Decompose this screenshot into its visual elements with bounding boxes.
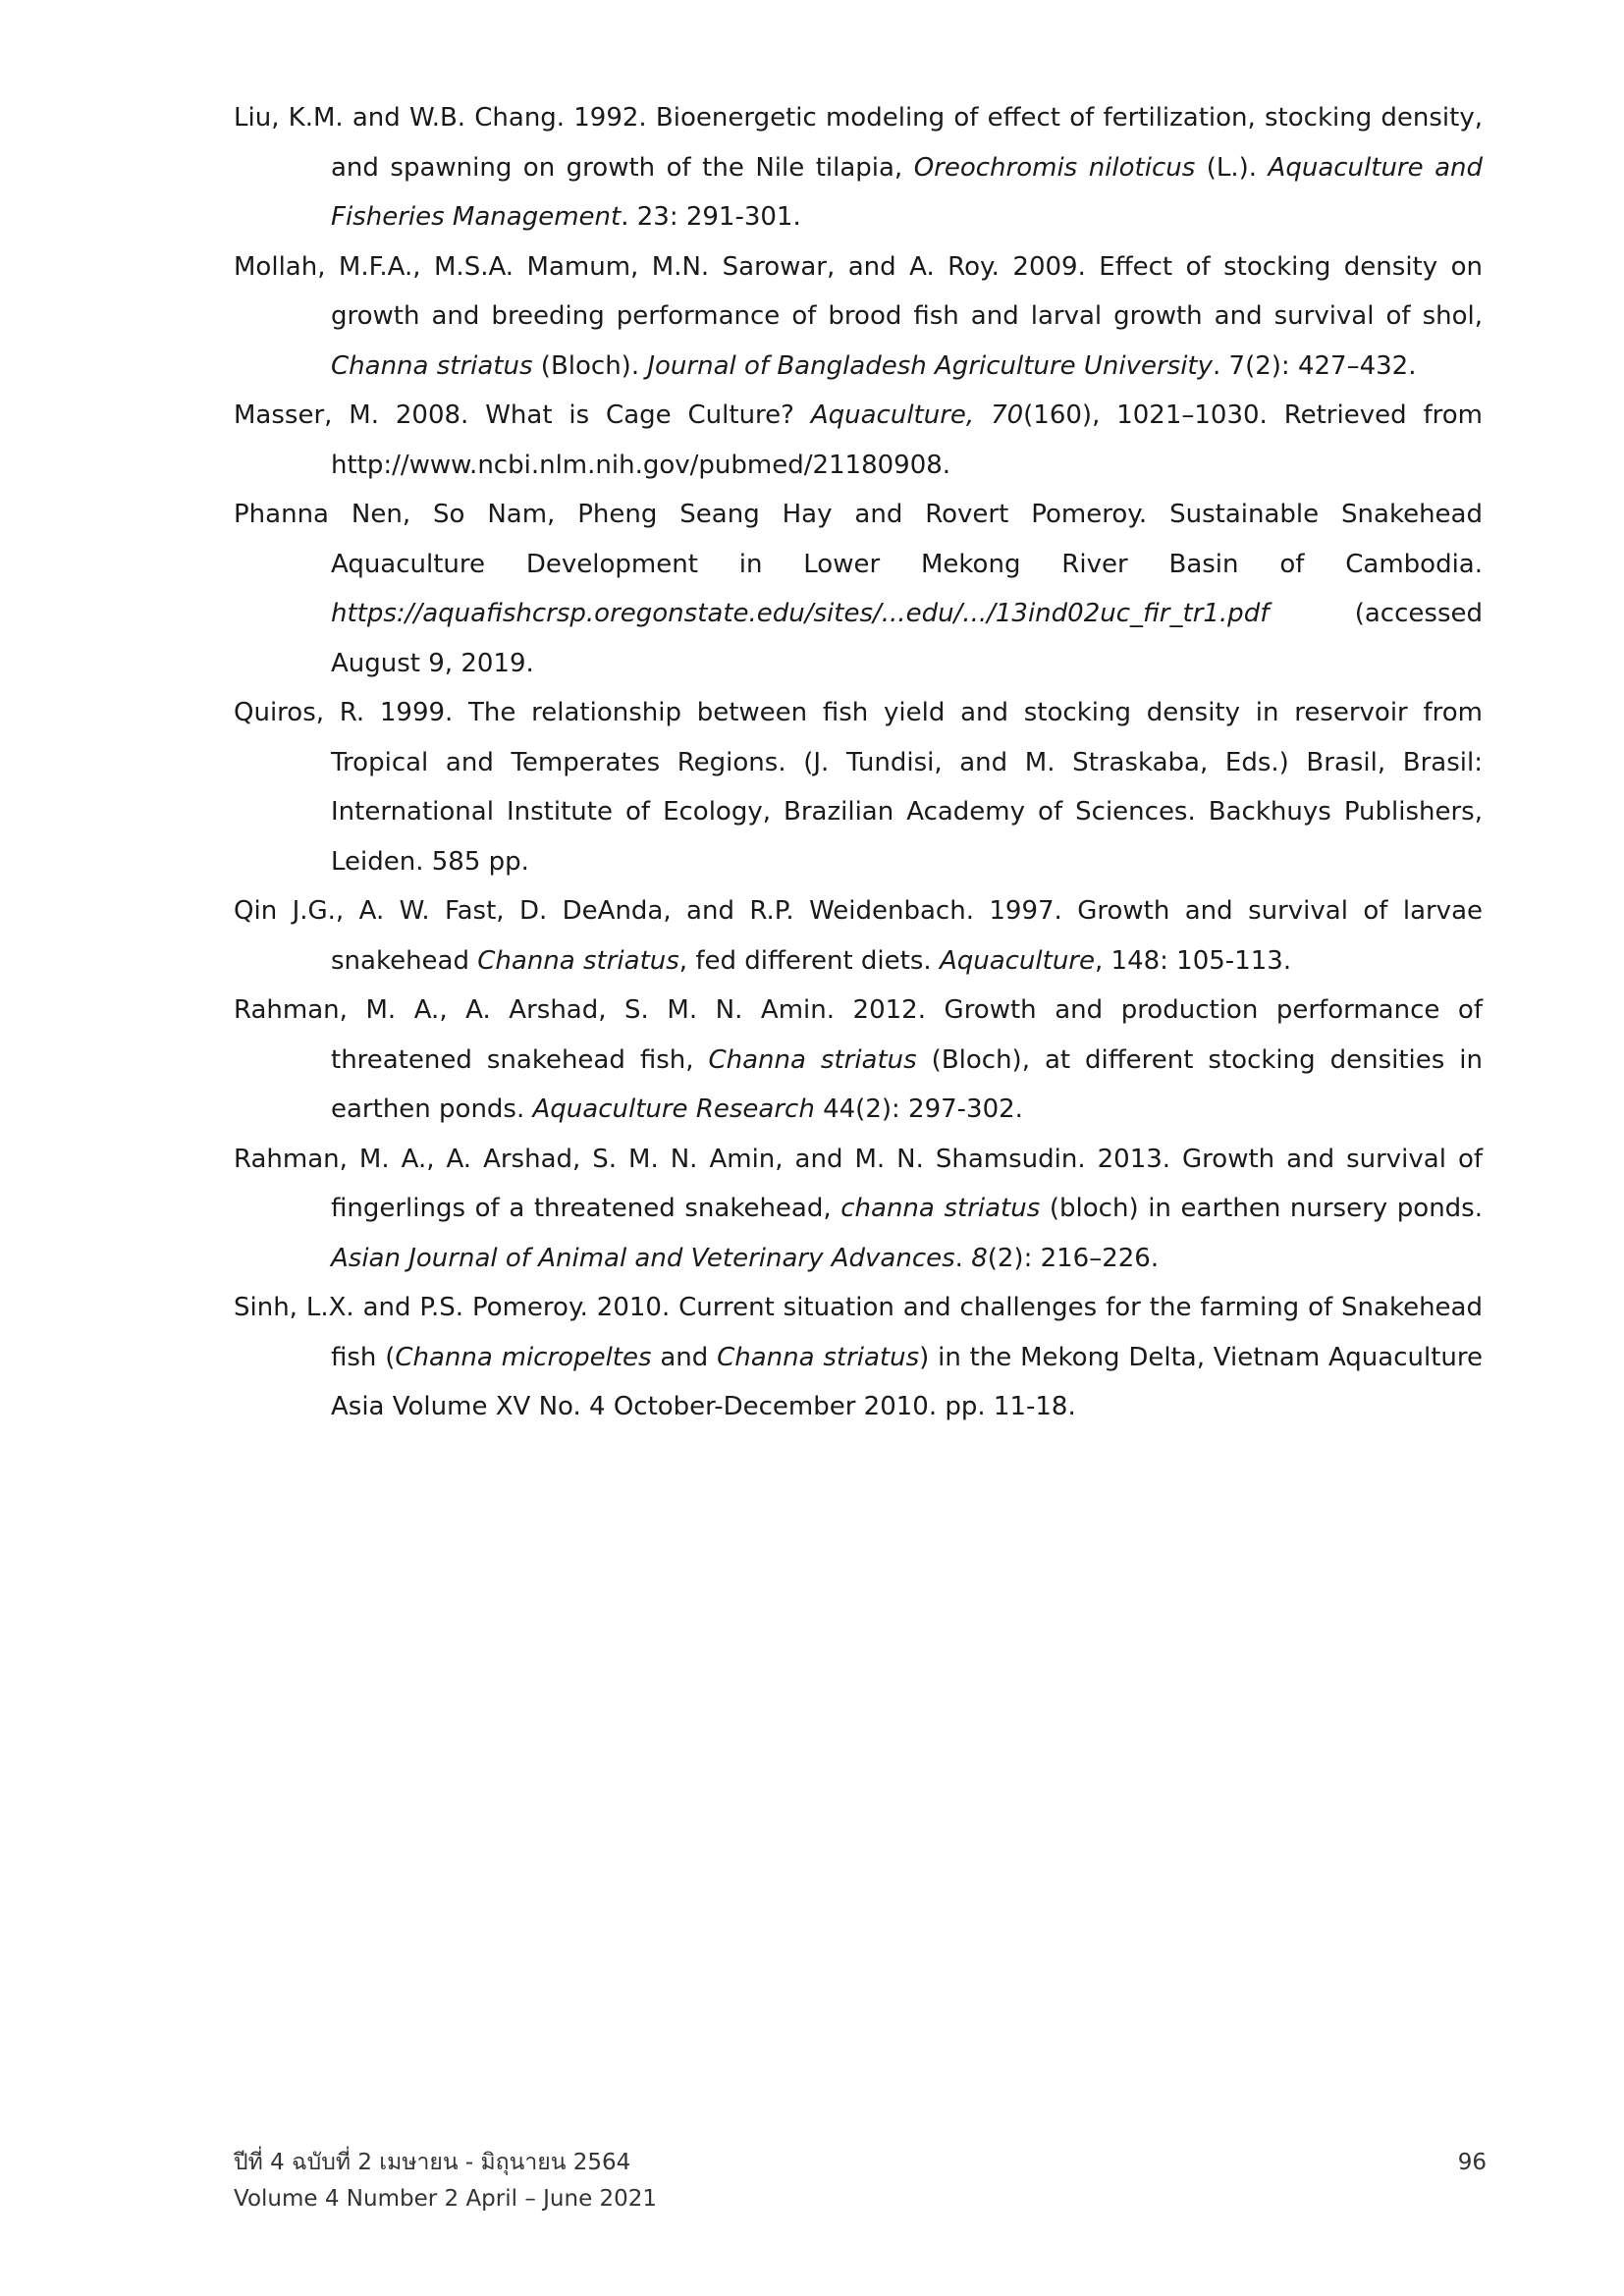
footer-issue-english: Volume 4 Number 2 April – June 2021: [234, 2186, 658, 2212]
reference-italic-text: https://aquafishcrsp.oregonstate.edu/sites/...edu/.../13ind02uc_fir_tr1.pdf: [331, 599, 1270, 628]
reference-italic-text: Channa striatus: [331, 350, 533, 381]
reference-text: (accessed August 9, 2019.: [331, 599, 1483, 678]
reference-entry: [234, 242, 1483, 392]
reference-italic-text: Aquaculture: [939, 945, 1095, 976]
reference-text: and: [651, 1342, 718, 1372]
reference-text: Mollah, M.F.A., M.S.A. Mamum, M.N. Sarowar, and A. Roy. 2009. Effect of stocking density on growth and breeding performance of brood fish and larval growth and survival of shol,: [234, 251, 1483, 331]
reference-text: ) in the Mekong Delta, Vietnam Aquaculture Asia Volume XV No. 4 October-December 2010. pp. 11-18.: [331, 1342, 1484, 1421]
reference-entry: [234, 986, 1483, 1135]
reference-entry: [234, 93, 1483, 242]
reference-italic-text: Channa micropeltes: [395, 1342, 652, 1372]
reference-text: , 148: 105-113.: [1095, 945, 1292, 976]
reference-text: (Bloch).: [532, 350, 648, 381]
reference-italic-text: 8: [971, 1243, 988, 1273]
page-footer: [234, 2145, 1487, 2217]
footer-issue-thai: ปีที่ 4 ฉบับที่ 2 เมษายน - มิถุนายน 2564: [234, 2150, 631, 2175]
reference-entry: [234, 688, 1483, 886]
reference-italic-text: Channa striatus: [708, 1044, 917, 1075]
reference-italic-text: Aquaculture Research: [532, 1095, 815, 1124]
reference-italic-text: Asian Journal of Animal and Veterinary Advances: [331, 1243, 955, 1273]
reference-entry: [234, 886, 1483, 986]
reference-text: Quiros, R. 1999. The relationship between fish yield and stocking density in reservoir from Tropical and Temperates Regions. (J. Tundisi, and M. Straskaba, Eds.) Brasil, Brasil: International Institute of Ecology, Brazilian Academy of Sciences. Backhuys Publishers, Leiden. 585 pp.: [234, 698, 1483, 877]
footer-row-top: [234, 2145, 1487, 2181]
reference-text: Qin J.G., A. W. Fast, D. DeAnda, and R.P. Weidenbach. 1997. Growth and survival of larvae snakehead: [234, 896, 1483, 976]
reference-italic-text: Journal of Bangladesh Agriculture University: [647, 350, 1214, 381]
reference-entry: [234, 490, 1483, 688]
reference-text: (bloch) in earthen nursery ponds.: [1040, 1194, 1483, 1223]
reference-italic-text: channa striatus: [840, 1194, 1041, 1223]
reference-italic-text: Channa striatus: [717, 1342, 920, 1372]
reference-text: (Bloch), at different stocking densities in earthen ponds.: [331, 1044, 1483, 1124]
footer-row-bottom: [234, 2181, 1487, 2217]
page-number: 96: [1457, 2150, 1487, 2175]
reference-italic-text: Aquaculture and Fisheries Management: [331, 152, 1484, 232]
reference-text: . 23: 291-301.: [621, 202, 801, 232]
reference-entry: [234, 1283, 1483, 1432]
reference-text: (2): 216–226.: [987, 1243, 1160, 1273]
reference-entry: [234, 391, 1483, 490]
reference-text: Sinh, L.X. and P.S. Pomeroy. 2010. Current situation and challenges for the farming of Snakehead fish (: [234, 1293, 1483, 1372]
reference-text: (L.).: [1195, 152, 1269, 183]
reference-text: Rahman, M. A., A. Arshad, S. M. N. Amin, and M. N. Shamsudin. 2013. Growth and survival of fingerlings of a threatened snakehead,: [234, 1144, 1483, 1223]
reference-entry: [234, 1135, 1483, 1284]
reference-text: (160), 1021–1030. Retrieved from http://www.ncbi.nlm.nih.gov/pubmed/21180908.: [331, 400, 1483, 480]
reference-italic-text: Aquaculture, 70: [810, 400, 1024, 430]
reference-text: Liu, K.M. and W.B. Chang. 1992. Bioenergetic modeling of effect of fertilization, stocking density, and spawning on growth of the Nile tilapia,: [234, 103, 1483, 183]
reference-text: Phanna Nen, So Nam, Pheng Seang Hay and Rovert Pomeroy. Sustainable Snakehead Aquaculture Development in Lower Mekong River Basin of Cambodia.: [234, 500, 1483, 579]
reference-text: Masser, M. 2008. What is Cage Culture?: [234, 400, 811, 430]
reference-italic-text: Channa striatus: [477, 945, 679, 976]
reference-text: , fed different diets.: [678, 945, 940, 976]
reference-italic-text: Oreochromis niloticus: [913, 152, 1196, 183]
reference-text: .: [954, 1243, 972, 1273]
reference-text: Rahman, M. A., A. Arshad, S. M. N. Amin. 2012. Growth and production performance of threatened snakehead fish,: [234, 995, 1483, 1075]
reference-text: . 7(2): 427–432.: [1213, 350, 1417, 381]
reference-text: 44(2): 297-302.: [814, 1095, 1023, 1124]
reference-list: [234, 93, 1483, 1432]
